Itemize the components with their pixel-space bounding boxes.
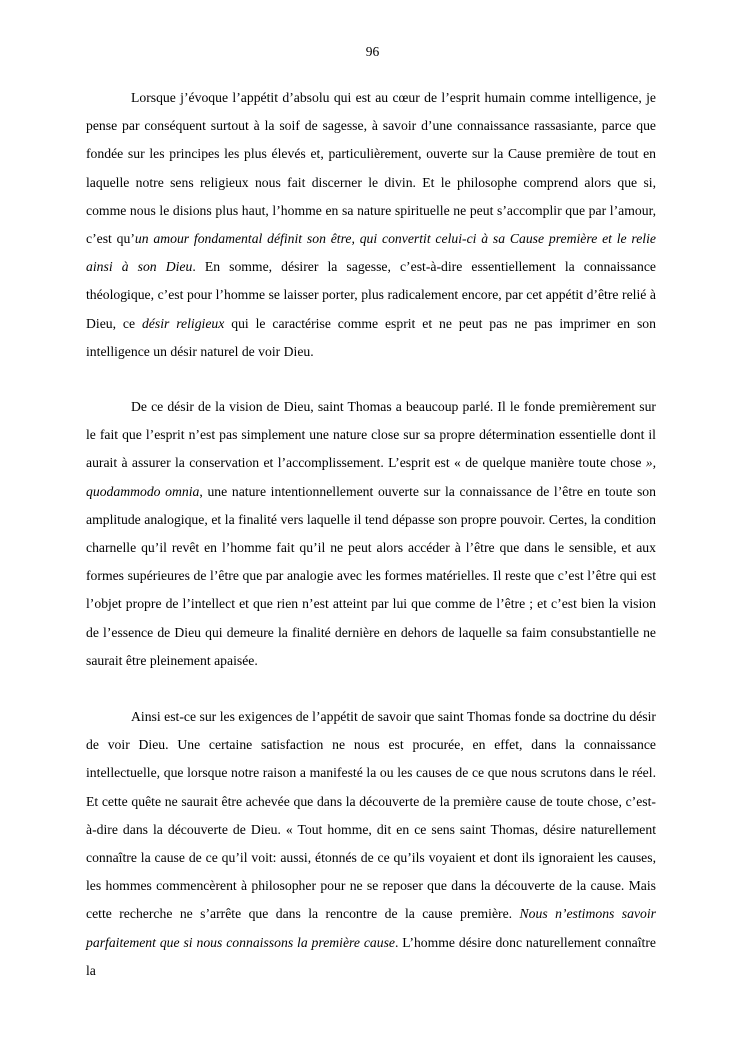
paragraph-appetit-savoir <box>86 703 656 985</box>
italic-quodammodo-omnia: », quodammodo omnia <box>86 455 656 499</box>
paragraph-desir-vision-dieu <box>86 393 656 675</box>
paragraph-text: Lorsque j’évoque l’appétit d’absolu qui est au cœur de l’esprit humain comme intelligence, je pense par conséquent surtout à la soif de sagesse, à savoir d’une connaissance rassasiante, parce que fondée sur les principes les plus élevés et, particulièrement, ouverte sur la Cause première de tout en laquelle notre sens religieux nous fait discerner le divin. Et le philosophe comprend alors que si, comme nous le disions plus haut, l’homme en sa nature spirituelle ne peut s’accomplir que par l’amour, c’est qu’ <box>86 90 656 247</box>
italic-quote-premiere-cause: Nous n’estimons savoir parfaitement que si nous connaissons la première cause <box>86 906 657 950</box>
paragraph-text: qui le caractérise comme esprit et ne peut pas ne pas imprimer en son intelligence un désir naturel de voir Dieu. <box>86 315 656 359</box>
paragraph-text: . L’homme désire donc naturellement connaître la <box>86 934 656 978</box>
paragraph-text: , une nature intentionnellement ouverte sur la connaissance de l’être en toute son amplitude analogique, et la finalité vers laquelle il tend dépasse son propre pouvoir. Certes, la condition charnelle qu’il revêt en l’homme fait qu’il ne peut alors accéder à l’être que dans le sensible, et aux formes supérieures de l’être que par analogie avec les formes matérielles. Il reste que c’est l’être qui est l’objet propre de l’intellect et que rien n’est atteint par lui que comme de l’être ; et c’est bien la vision de l’essence de Dieu qui demeure la finalité dernière en dehors de laquelle sa faim consubstantielle ne saurait être pleinement apaisée. <box>86 483 656 668</box>
paragraph-appetit-absolu <box>86 84 656 366</box>
paragraph-text: Ainsi est-ce sur les exigences de l’appétit de savoir que saint Thomas fonde sa doctrine du désir de voir Dieu. Une certaine satisfaction ne nous est procurée, en effet, dans la connaissance intellectuelle, que lorsque notre raison a manifesté la ou les causes de ce que nous scrutons dans le réel. Et cette quête ne saurait être achevée que dans la découverte de la première cause de toute chose, c’est-à-dire dans la découverte de Dieu. « Tout homme, dit en ce sens saint Thomas, désire naturellement connaître la cause de ce qu’il voit: aussi, étonnés de ce qu’ils voyaient et dont ils ignoraient les causes, les hommes commencèrent à philosopher pour ne se reposer que dans la découverte de la cause. Mais cette recherche ne s’arrête que dans la rencontre de la cause première. <box>86 709 656 922</box>
page-number: 96 <box>365 44 380 59</box>
paragraph-text: . En somme, désirer la sagesse, c’est-à-dire essentiellement la connaissance théologique, c’est pour l’homme se laisser porter, plus radicalement encore, par cet appétit d’être relié à Dieu, ce <box>86 259 656 331</box>
italic-quote-amour-fondamental: un amour fondamental définit son être, qui convertit celui-ci à sa Cause première et le relie ainsi à son Dieu <box>86 231 656 275</box>
italic-term-desir-religieux: désir religieux <box>141 315 225 331</box>
paragraph-text: De ce désir de la vision de Dieu, saint Thomas a beaucoup parlé. Il le fonde premièrement sur le fait que l’esprit n’est pas simplement une nature close sur sa propre détermination essentielle dont il aurait à assurer la conservation et l’accomplissement. L’esprit est « de quelque manière toute chose <box>86 399 656 471</box>
